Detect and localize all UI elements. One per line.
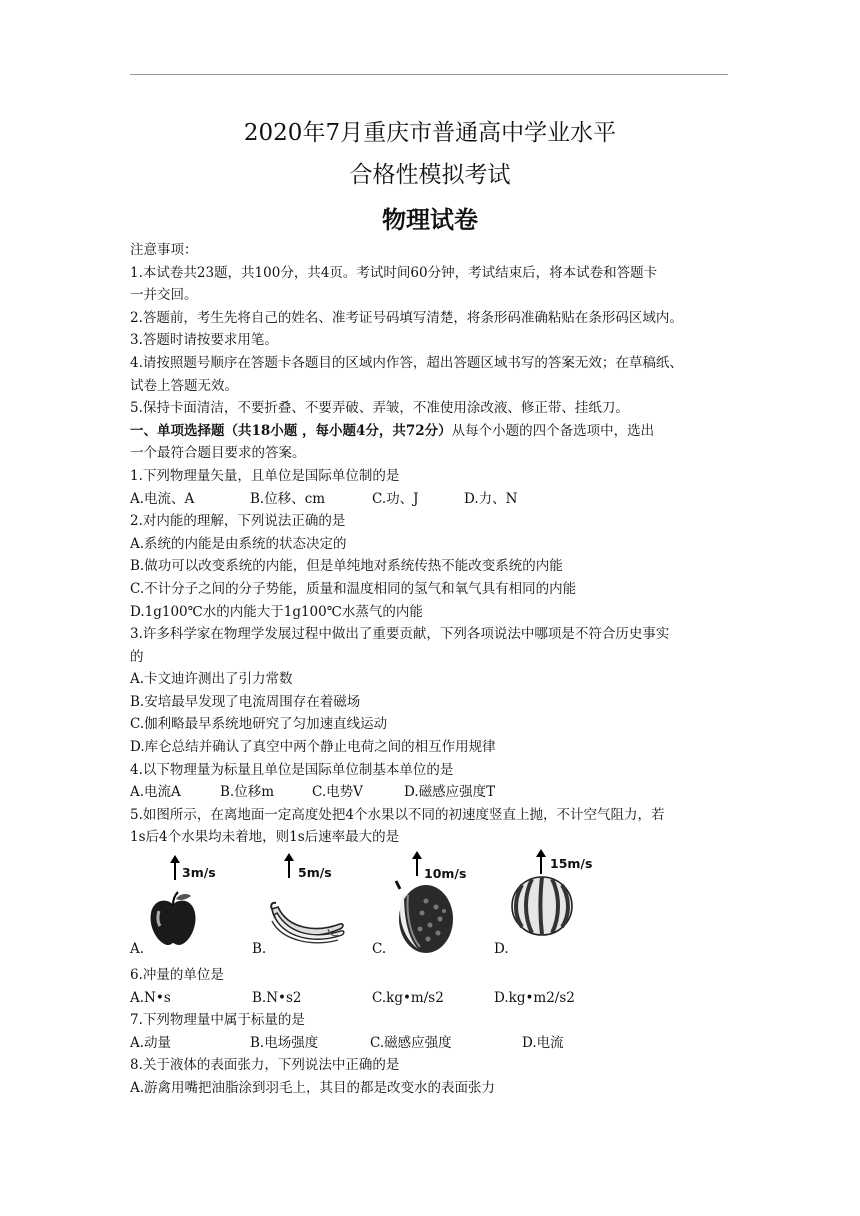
figure-label: C. bbox=[372, 941, 387, 958]
option-a: A.N•s bbox=[130, 989, 171, 1006]
option-row bbox=[130, 488, 732, 511]
title-line-1: 2020年7月重庆市普通高中学业水平 bbox=[243, 120, 617, 146]
question-stem: 1.下列物理量矢量，且单位是国际单位制的是 bbox=[130, 467, 400, 484]
section-instruction-cont: 一个最符合题目要求的答案。 bbox=[130, 445, 306, 462]
figure-option-c bbox=[372, 851, 492, 964]
notice-item: 4.请按照题号顺序在答题卡各题目的区域内作答，超出答题区域书写的答案无效；在草稿纸、 bbox=[130, 354, 683, 371]
option-d: D.磁感应强度T bbox=[404, 784, 496, 801]
banana-icon bbox=[268, 899, 348, 945]
notice-item: 一并交回。 bbox=[130, 287, 198, 304]
option-c: C.不计分子之间的分子势能，质量和温度相同的氢气和氧气具有相同的内能 bbox=[130, 580, 577, 597]
figure-option-d bbox=[494, 851, 624, 964]
question-stem: 7.下列物理量中属于标量的是 bbox=[130, 1012, 305, 1029]
apple-icon bbox=[148, 891, 198, 947]
question-stem-cont: 1s后4个水果均未着地，则1s后速率最大的是 bbox=[130, 829, 400, 846]
option-a: A.系统的内能是由系统的状态决定的 bbox=[130, 535, 347, 552]
option-c: C.电势V bbox=[312, 784, 363, 801]
question-stem: 8.关于液体的表面张力，下列说法中正确的是 bbox=[130, 1057, 400, 1074]
exam-body bbox=[130, 239, 732, 1100]
option-b: B.电场强度 bbox=[250, 1034, 319, 1051]
notice-item: 5.保持卡面清洁，不要折叠、不要弄破、弄皱，不准使用涂改液、修正带、挂纸刀。 bbox=[130, 400, 629, 417]
section-instruction: 从每个小题的四个备选项中，选出 bbox=[451, 422, 655, 439]
up-arrow-icon bbox=[168, 855, 182, 881]
watermelon-icon bbox=[510, 875, 574, 937]
fruit-figure bbox=[130, 851, 732, 964]
title-line-3: 物理试卷 bbox=[382, 206, 478, 234]
durian-icon bbox=[392, 879, 458, 955]
option-b: B.N•s2 bbox=[252, 989, 302, 1006]
section-title: 一、单项选择题（共18小题 ，每小题4分，共72分） bbox=[130, 422, 452, 439]
option-a: A.电流A bbox=[130, 784, 181, 801]
question-stem: 2.对内能的理解，下列说法正确的是 bbox=[130, 513, 346, 530]
notice-heading: 注意事项： bbox=[130, 242, 198, 258]
option-c: C.kg•m/s2 bbox=[372, 989, 444, 1006]
figure-label: A. bbox=[130, 941, 145, 958]
question-stem: 4.以下物理量为标量且单位是国际单位制基本单位的是 bbox=[130, 761, 454, 778]
option-d: D.1g100℃水的内能大于1g100℃水蒸气的内能 bbox=[130, 603, 423, 620]
up-arrow-icon bbox=[534, 849, 548, 875]
option-a: A.动量 bbox=[130, 1034, 172, 1051]
question-stem: 6.冲量的单位是 bbox=[130, 967, 224, 984]
figure-option-a bbox=[130, 851, 240, 964]
option-b: B.位移、cm bbox=[250, 490, 326, 507]
up-arrow-icon bbox=[282, 853, 296, 879]
option-c: C.功、J bbox=[372, 490, 419, 507]
header-rule bbox=[130, 74, 728, 75]
figure-option-b bbox=[252, 851, 362, 964]
option-b: B.位移m bbox=[220, 784, 275, 801]
option-b: B.安培最早发现了电流周围存在着磁场 bbox=[130, 693, 361, 710]
speed-label: 10m/s bbox=[424, 866, 467, 882]
question-stem: 3.许多科学家在物理学发展过程中做出了重要贡献，下列各项说法中哪项是不符合历史事实 bbox=[130, 626, 670, 643]
speed-label: 3m/s bbox=[182, 865, 216, 881]
notice-item: 3.答题时请按要求用笔。 bbox=[130, 332, 278, 349]
figure-label: D. bbox=[494, 941, 509, 958]
speed-label: 15m/s bbox=[550, 856, 593, 872]
option-b: B.做功可以改变系统的内能，但是单纯地对系统传热不能改变系统的内能 bbox=[130, 558, 563, 575]
notice-item: 2.答题前，考生先将自己的姓名、准考证号码填写清楚，将条形码准确粘贴在条形码区域内。 bbox=[130, 309, 683, 326]
option-d: D.电流 bbox=[522, 1034, 564, 1051]
option-a: A.游禽用嘴把油脂涂到羽毛上，其目的都是改变水的表面张力 bbox=[130, 1080, 496, 1096]
option-row bbox=[130, 781, 732, 804]
option-d: D.kg•m2/s2 bbox=[494, 989, 575, 1006]
option-a: A.卡文迪许测出了引力常数 bbox=[130, 671, 293, 688]
speed-label: 5m/s bbox=[298, 865, 332, 881]
question-stem: 5.如图所示，在离地面一定高度处把4个水果以不同的初速度竖直上抛，不计空气阻力，若 bbox=[130, 806, 665, 823]
up-arrow-icon bbox=[410, 851, 424, 877]
option-row bbox=[130, 987, 732, 1010]
option-c: C.磁感应强度 bbox=[370, 1034, 452, 1051]
option-a: A.电流、A bbox=[130, 490, 195, 507]
notice-item: 试卷上答题无效。 bbox=[130, 377, 238, 394]
option-d: D.力、N bbox=[464, 490, 518, 507]
option-c: C.伽利略最早系统地研究了匀加速直线运动 bbox=[130, 716, 388, 733]
notice-item: 1.本试卷共23题，共100分，共4页。考试时间60分钟，考试结束后，将本试卷和答题卡 bbox=[130, 264, 658, 281]
title-line-2: 合格性模拟考试 bbox=[349, 162, 511, 188]
figure-label: B. bbox=[252, 941, 267, 958]
option-d: D.库仑总结并确认了真空中两个静止电荷之间的相互作用规律 bbox=[130, 739, 496, 756]
section-heading bbox=[130, 420, 732, 443]
option-row bbox=[130, 1032, 732, 1055]
question-stem-cont: 的 bbox=[130, 648, 144, 665]
